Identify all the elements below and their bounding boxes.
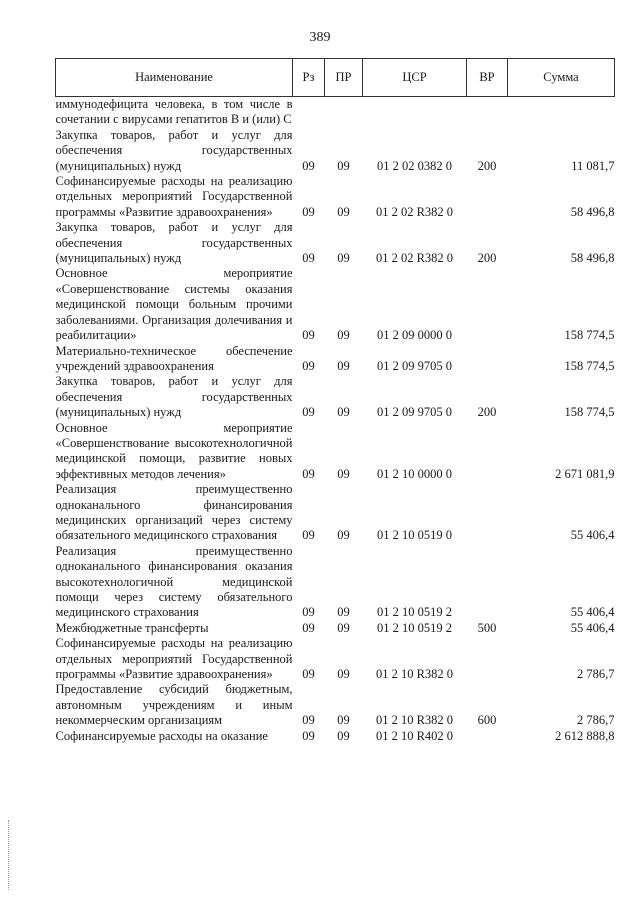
- cell-rz: 09: [302, 358, 315, 373]
- cell-pr: 09: [337, 158, 350, 173]
- cell-vr: 600: [477, 713, 497, 728]
- cell-vr: 200: [477, 251, 497, 266]
- header-rz: Рз: [293, 59, 325, 97]
- cell-name: Закупка товаров, работ и услуг для обеспечения государственных (муниципальных) нужд: [55, 220, 293, 266]
- cell-pr: 09: [337, 358, 350, 373]
- cell-vr: 500: [477, 620, 497, 635]
- cell-csr: 01 2 10 R402 0: [375, 728, 454, 743]
- cell-pr: 09: [337, 528, 350, 543]
- cell-rz: [293, 97, 325, 128]
- cell-csr: 01 2 10 R382 0: [375, 667, 454, 682]
- cell-name: Реализация преимущественно одноканального финансирования медицинских организаций через систему обязательного медицинского страхования: [55, 482, 293, 543]
- cell-sum: 58 496,8: [570, 204, 615, 219]
- cell-pr: 09: [337, 405, 350, 420]
- cell-sum: 158 774,5: [564, 358, 615, 373]
- cell-rz: 09: [302, 605, 315, 620]
- cell-rz: 09: [302, 620, 315, 635]
- cell-name: Материально-техническое обеспечение учреждений здравоохранения: [55, 343, 293, 373]
- cell-csr: 01 2 10 0519 0: [377, 528, 452, 543]
- cell-vr: [467, 729, 508, 744]
- table-row: [56, 544, 615, 621]
- cell-csr: 01 2 10 0519 2: [377, 605, 452, 620]
- cell-name: Межбюджетные трансферты: [55, 620, 209, 635]
- cell-rz: 09: [302, 528, 315, 543]
- cell-vr: [467, 421, 508, 483]
- cell-csr: 01 2 02 R382 0: [375, 204, 454, 219]
- budget-table: [55, 58, 615, 744]
- cell-name: иммунодефицита человека, в том числе в сочетании с вирусами гепатитов В и (или) С: [55, 97, 293, 127]
- cell-csr: 01 2 09 9705 0: [377, 405, 452, 420]
- cell-name: Софинансируемые расходы на реализацию отдельных мероприятий Государственной программы «Развитие здравоохранения»: [55, 636, 293, 682]
- header-name: Наименование: [56, 59, 293, 97]
- cell-sum: 2 786,7: [577, 713, 615, 728]
- cell-pr: 09: [337, 328, 350, 343]
- cell-csr: 01 2 10 R382 0: [375, 713, 454, 728]
- table-row: [56, 682, 615, 728]
- cell-pr: 09: [337, 466, 350, 481]
- cell-name: Закупка товаров, работ и услуг для обеспечения государственных (муниципальных) нужд: [55, 127, 293, 173]
- scan-edge-mark: [8, 820, 10, 890]
- table-row: [56, 266, 615, 343]
- cell-csr: 01 2 10 0000 0: [377, 466, 452, 481]
- table-row: [56, 344, 615, 375]
- table-row: [56, 421, 615, 483]
- table-row: [56, 220, 615, 266]
- cell-csr: 01 2 02 0382 0: [377, 158, 452, 173]
- page-number: 389: [309, 30, 331, 45]
- cell-name: Софинансируемые расходы на реализацию отдельных мероприятий Государственной программы «Развитие здравоохранения»: [55, 174, 293, 219]
- cell-pr: 09: [337, 605, 350, 620]
- cell-name: Предоставление субсидий бюджетным, автономным учреждениям и иным некоммерческим организациям: [55, 682, 293, 728]
- cell-name: Закупка товаров, работ и услуг для обеспечения государственных (муниципальных) нужд: [55, 374, 293, 420]
- cell-rz: 09: [302, 728, 315, 743]
- header-csr: ЦСР: [363, 59, 467, 97]
- cell-rz: 09: [302, 405, 315, 420]
- cell-sum: 158 774,5: [564, 405, 615, 420]
- cell-pr: 09: [337, 713, 350, 728]
- cell-sum: 55 406,4: [570, 620, 615, 635]
- cell-rz: 09: [302, 466, 315, 481]
- cell-vr: [467, 482, 508, 544]
- cell-vr: [467, 174, 508, 220]
- cell-sum: 55 406,4: [570, 528, 615, 543]
- table-header-row: [56, 59, 615, 97]
- table-row: [56, 374, 615, 420]
- cell-vr: [467, 266, 508, 343]
- table-row: [56, 97, 615, 128]
- cell-csr: 01 2 10 0519 2: [377, 620, 452, 635]
- cell-sum: 11 081,7: [571, 158, 615, 173]
- cell-pr: 09: [337, 667, 350, 682]
- cell-sum: 2 612 888,8: [555, 728, 615, 743]
- cell-pr: 09: [337, 728, 350, 743]
- cell-vr: 200: [477, 158, 497, 173]
- cell-pr: 09: [337, 204, 350, 219]
- cell-sum: 158 774,5: [564, 328, 615, 343]
- table-row: [56, 621, 615, 636]
- table-row: [56, 128, 615, 174]
- cell-sum: 55 406,4: [570, 605, 615, 620]
- cell-csr: 01 2 09 0000 0: [377, 328, 452, 343]
- cell-vr: [467, 636, 508, 682]
- cell-name: Софинансируемые расходы на оказание: [55, 728, 268, 743]
- cell-sum: 58 496,8: [570, 251, 615, 266]
- table-row: [56, 174, 615, 220]
- cell-rz: 09: [302, 204, 315, 219]
- cell-sum: [508, 97, 615, 128]
- cell-sum: 2 786,7: [577, 667, 615, 682]
- cell-name: Реализация преимущественно одноканального финансирования оказания высокотехнологичной медицинской помощи через систему обязательного медицинского страхования: [55, 543, 293, 620]
- table-row: [56, 729, 615, 744]
- cell-vr: [467, 344, 508, 375]
- cell-sum: 2 671 081,9: [555, 466, 615, 481]
- cell-rz: 09: [302, 713, 315, 728]
- cell-rz: 09: [302, 328, 315, 343]
- cell-pr: 09: [337, 251, 350, 266]
- cell-csr: [363, 97, 467, 128]
- table-row: [56, 636, 615, 682]
- header-vr: ВР: [467, 59, 508, 97]
- cell-csr: 01 2 09 9705 0: [377, 358, 452, 373]
- cell-csr: 01 2 02 R382 0: [375, 251, 454, 266]
- header-pr: ПР: [325, 59, 363, 97]
- cell-vr: 200: [477, 405, 497, 420]
- cell-vr: [467, 544, 508, 621]
- table-row: [56, 482, 615, 544]
- cell-rz: 09: [302, 251, 315, 266]
- cell-pr: [325, 97, 363, 128]
- cell-rz: 09: [302, 667, 315, 682]
- cell-name: Основное мероприятие «Совершенствование высокотехнологичной медицинской помощи, развитие новых эффективных методов лечения»: [55, 420, 293, 481]
- header-sum: Сумма: [508, 59, 615, 97]
- cell-pr: 09: [337, 620, 350, 635]
- cell-rz: 09: [302, 158, 315, 173]
- cell-name: Основное мероприятие «Совершенствование системы оказания медицинской помощи больным прочими заболеваниями. Организация долечивания и реабилитации»: [55, 266, 293, 343]
- cell-vr: [467, 97, 508, 128]
